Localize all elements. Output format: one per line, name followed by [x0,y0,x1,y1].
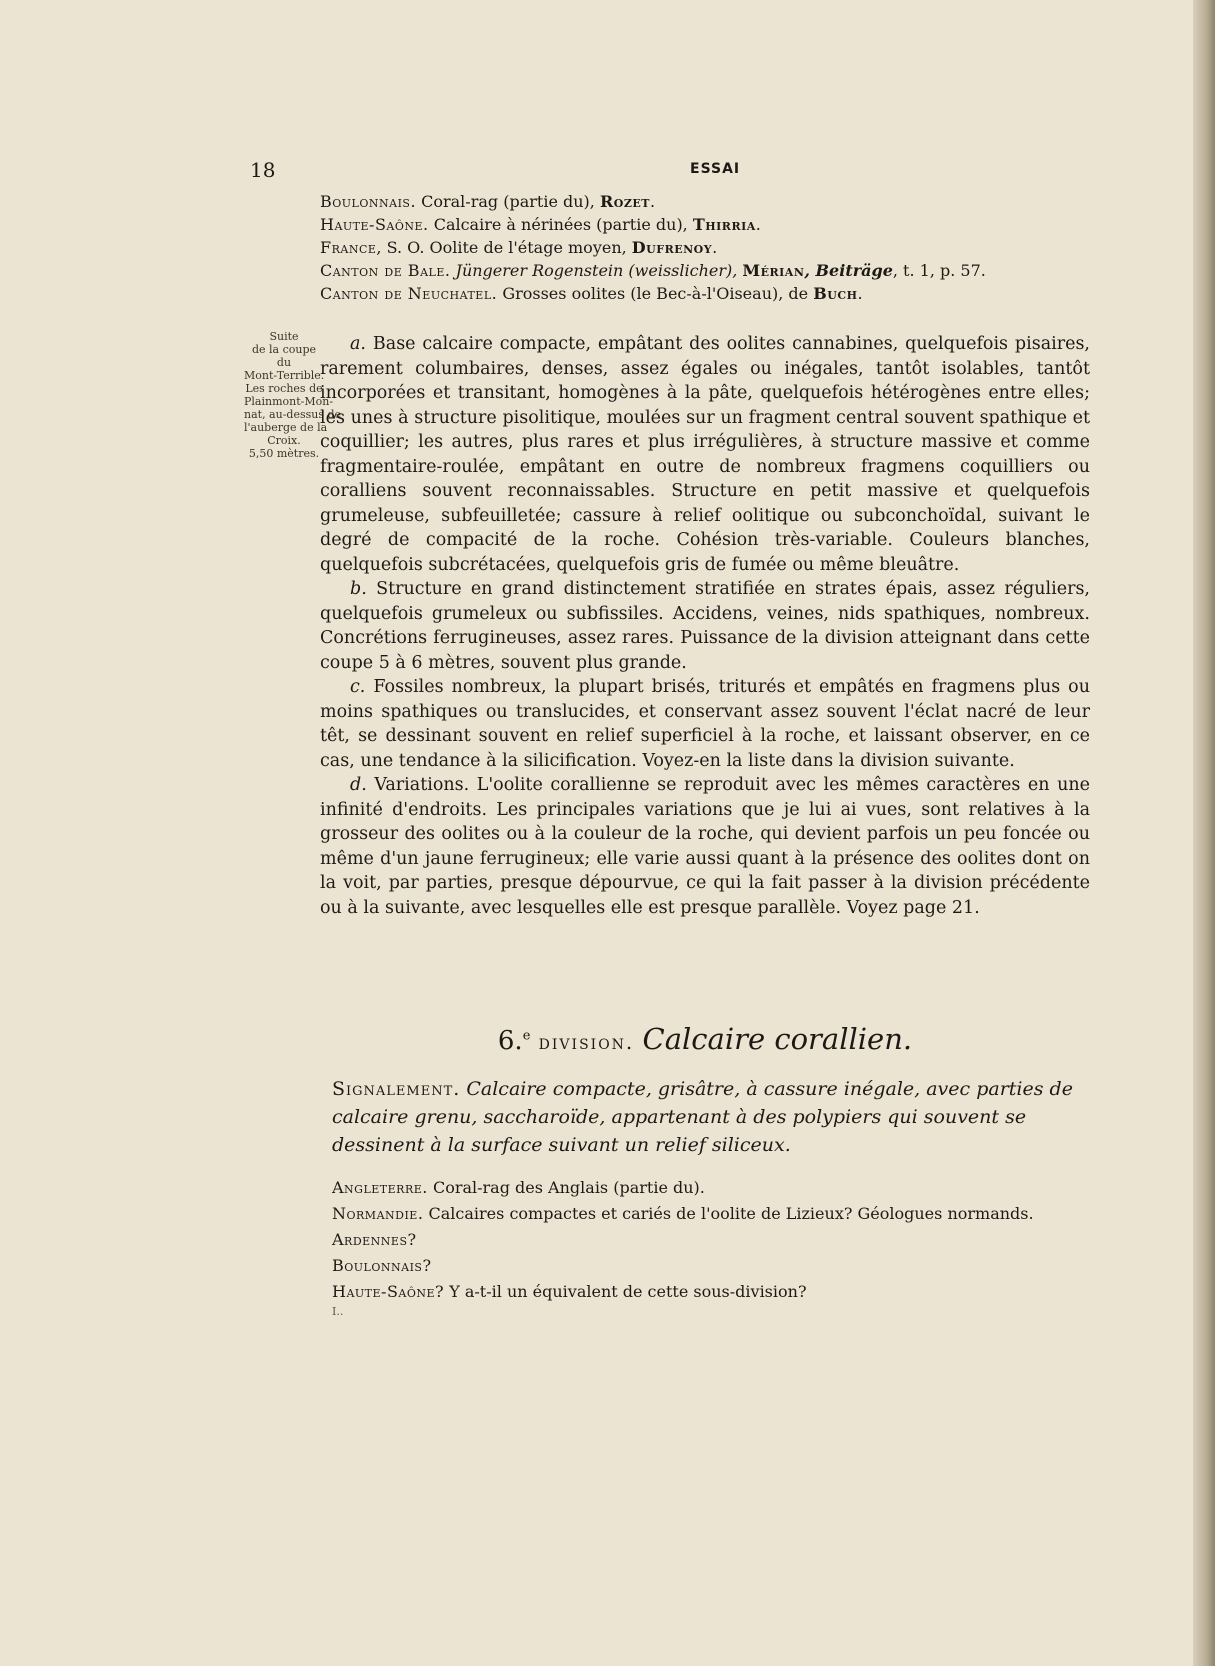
reference-text: Coral-rag des Anglais (partie du). [427,1178,705,1197]
margin-note-line: Mont-Terrible. [244,369,325,382]
reference-text: Calcaires compactes et cariés de l'oolite de Lizieux? Géologues normands. [423,1204,1034,1223]
reference-author: Buch [813,284,858,303]
reference-region: Ardennes? [332,1230,417,1249]
reference-text: Calcaire à nérinées (partie du), [428,215,693,234]
reference-region: Canton de Bale. [320,261,451,280]
reference-line [332,1175,1102,1201]
reference-line [320,259,1090,282]
division-number: 6. [497,1026,523,1056]
paragraph-text: Variations. L'oolite corallienne se reproduit avec les mêmes caractères en une infinité d'endroits. Les principales variations que je lui ai vues, sont relatives à la grosseur des oolites ou à la couleur de la roche, qui devient parfois un peu foncée ou même d'un jaune ferrugineux; elle varie aussi quant à la présence des oolites dont on la voit, par parties, presque dépourvue, ce qui la fait passer à la division précédente ou à la suivante, avec lesquelles elle est presque parallèle. Voyez page 21. [320,775,1090,918]
paragraph-text: Base calcaire compacte, empâtant des oolites cannabines, quelquefois pisaires, rarement columbaires, denses, assez égales ou inégales, tantôt isolables, tantôt incorporées et transitant, homogènes à la pâte, quelquefois hétérogènes entre elles; les unes à structure pisolitique, moulées sur un fragment central souvent spathique et coquillier; les autres, plus rares et plus irrégulières, à structure massive et comme fragmentaire-roulée, empâtant en outre de nombreux fragmens coquilliers ou coralliens souvent reconnaissables. Structure en petit massive et quelquefois grumeleuse, subfeuilletée; cassure à relief oolitique ou subconchoïdal, suivant le degré de compacité de la roche. Cohésion très-variable. Couleurs blanches, quelquefois subcrétacées, quelquefois gris de fumée ou même bleuâtre. [320,334,1090,575]
signature-mark: I.. [332,1305,344,1318]
references-bottom [332,1175,1102,1305]
division-heading [320,1022,1090,1056]
reference-tail: . [755,215,761,234]
division-name: Calcaire corallien. [642,1022,913,1056]
references-top [320,190,1090,305]
reference-line [320,190,1090,213]
reference-region: Haute-Saône. [320,215,429,234]
reference-region: Canton de Neuchatel. [320,284,498,303]
margin-note-line: Plainmont-Mon- [244,395,334,408]
page-number: 18 [250,158,276,182]
paragraph [320,675,1090,773]
margin-note-line: l'auberge de la [244,421,328,434]
signalement [332,1075,1092,1159]
reference-line [320,213,1090,236]
reference-author: Dufrenoy [631,238,713,257]
reference-line [332,1253,1102,1279]
signalement-label: Signalement. [332,1078,461,1100]
margin-note-line: Les roches de [245,382,323,395]
reference-tail: . [857,284,863,303]
reference-tail: . [712,238,718,257]
paragraph-text: Fossiles nombreux, la plupart brisés, triturés et empâtés en fragmens plus ou moins spathiques ou translucides, et conservant assez souvent l'éclat nacré de leur têt, se dessinant souvent en relief superficiel à la roche, et laissant observer, en ce cas, une tendance à la silicification. Voyez-en la liste dans la division suivante. [320,677,1090,771]
margin-note-line: Croix. [267,434,301,447]
page-edge [1193,0,1215,1666]
reference-tail: , t. 1, p. 57. [892,261,986,280]
reference-text: Jüngerer Rogenstein (weisslicher), [450,261,743,280]
reference-tail: . [649,192,656,211]
reference-region: Normandie. [332,1204,424,1223]
reference-line [332,1201,1102,1227]
paragraph-mark: c. [350,677,366,697]
division-superscript: e [522,1028,531,1044]
reference-text: Coral-rag (partie du), [416,192,600,211]
paragraph-mark: d. [350,775,367,795]
reference-text: Grosses oolites (le Bec-à-l'Oiseau), de [497,284,814,303]
reference-region: Boulonnais? [332,1256,432,1275]
reference-region: France [320,238,377,257]
paragraph [320,332,1090,577]
reference-line [320,282,1090,305]
margin-note-line: nat, au-dessus de [244,408,342,421]
reference-region: Boulonnais. [320,192,417,211]
reference-line [332,1279,1102,1305]
reference-author: Thirria [692,215,756,234]
running-title: ESSAI [690,161,741,177]
paragraph [320,773,1090,920]
margin-note [244,330,342,460]
body-text [320,332,1090,920]
reference-line [332,1227,1102,1253]
signalement-text: Calcaire compacte, grisâtre, à cassure inégale, avec parties de calcaire grenu, saccharoïde, appartenant à des polypiers qui souvent se dessinent à la surface suivant un relief siliceux. [332,1078,1073,1156]
margin-note-line: de la coupe [251,343,317,356]
reference-author: Mérian [742,261,805,280]
reference-region: Haute-Saône? [332,1282,445,1301]
reference-author: Rozet [599,192,650,211]
paragraph-mark: a. [350,334,366,354]
paragraph [320,577,1090,675]
paragraph-mark: b. [350,579,367,599]
reference-text: Y a-t-il un équivalent de cette sous-division? [444,1282,807,1301]
paragraph-text: Structure en grand distinctement stratifiée en strates épais, assez réguliers, quelquefois grumeleux ou subfissiles. Accidens, veines, nids spathiques, nombreux. Concrétions ferrugineuses, assez rares. Puissance de la division atteignant dans cette coupe 5 à 6 mètres, souvent plus grande. [320,579,1090,673]
reference-line [320,236,1090,259]
margin-note-line: 5,50 mètres. [248,447,320,460]
margin-note-line: Suite [269,330,299,343]
page-header [250,158,750,186]
margin-note-line: du [276,356,292,369]
division-word: division. [538,1030,635,1054]
reference-region: Angleterre. [332,1178,428,1197]
reference-text: , S. O. Oolite de l'étage moyen, [376,238,632,257]
reference-work: , Beiträge [804,261,893,280]
